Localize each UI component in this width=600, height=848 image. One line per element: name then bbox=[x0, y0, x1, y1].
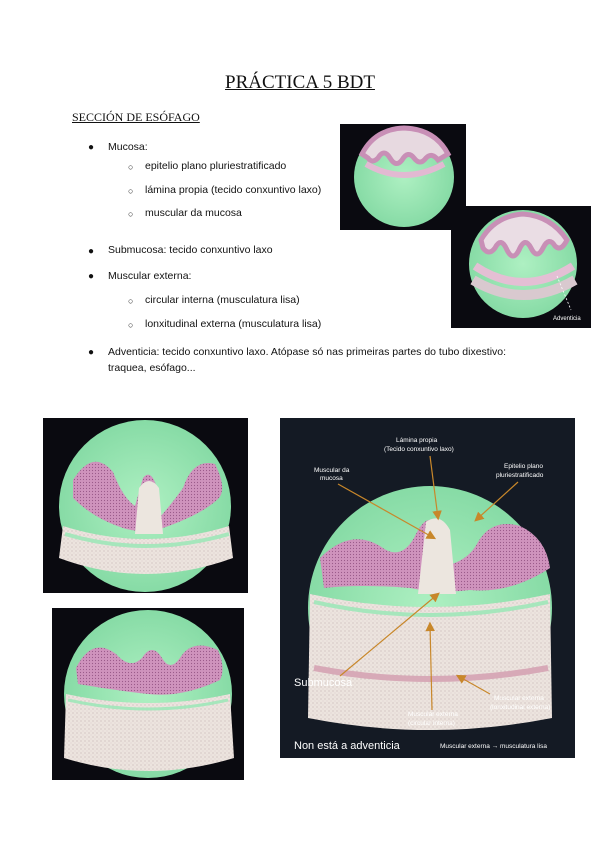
annotation-muscular-lonx-sub: (lonxitudinal externa) bbox=[490, 704, 551, 711]
list-subitem: epitelio plano pluriestratificado bbox=[145, 160, 287, 172]
bullet: ● bbox=[88, 142, 95, 153]
annotation-musculatura-lisa: Muscular externa → musculatura lisa bbox=[440, 743, 547, 750]
label-adventicia: Adventicia bbox=[553, 316, 581, 322]
section-title: SECCIÓN DE ESÓFAGO bbox=[72, 110, 200, 124]
micrograph-esophagus-2 bbox=[451, 206, 591, 328]
list-item-mucosa: Mucosa: bbox=[108, 141, 148, 153]
list-item-adventicia-line2: traquea, esófago... bbox=[108, 362, 196, 374]
annotation-lamina-propia-sub: (Tecido conxuntivo laxo) bbox=[384, 446, 454, 453]
annotation-muscular-mucosa: Muscular da bbox=[314, 467, 350, 474]
bullet: ● bbox=[88, 347, 95, 358]
sub-bullet: ○ bbox=[128, 162, 134, 172]
sub-bullet: ○ bbox=[128, 209, 134, 219]
list-item-muscular-externa: Muscular externa: bbox=[108, 270, 192, 282]
annotation-epitelio: Epitelio plano bbox=[504, 463, 544, 470]
bullet: ● bbox=[88, 271, 95, 282]
annotation-lamina-propia: Lámina propia bbox=[396, 437, 438, 444]
sub-bullet: ○ bbox=[128, 186, 134, 196]
list-item-adventicia-line1: Adventicia: tecido conxuntivo laxo. Atópase só nas primeiras partes do tubo dixestivo: bbox=[108, 346, 507, 358]
micrograph-esophagus-4 bbox=[52, 608, 244, 780]
annotation-submucosa: Submucosa bbox=[294, 677, 353, 689]
list-subitem: muscular da mucosa bbox=[145, 207, 242, 219]
annotation-muscular-mucosa-sub: mucosa bbox=[320, 475, 343, 482]
micrograph-esophagus-3 bbox=[43, 418, 248, 593]
page-title: PRÁCTICA 5 BDT bbox=[225, 72, 375, 93]
list-item-submucosa: Submucosa: tecido conxuntivo laxo bbox=[108, 244, 273, 256]
annotation-muscular-circ-sub: (circular interna) bbox=[408, 720, 455, 727]
sub-bullet: ○ bbox=[128, 296, 134, 306]
micrograph-esophagus-1 bbox=[340, 124, 466, 230]
micrograph-esophagus-annotated bbox=[280, 418, 575, 758]
annotation-muscular-lonx: Muscular externa bbox=[494, 695, 544, 702]
list-subitem: circular interna (musculatura lisa) bbox=[145, 294, 300, 306]
annotation-epitelio-sub: pluriestratificado bbox=[496, 472, 544, 479]
sub-bullet: ○ bbox=[128, 320, 134, 330]
bullet: ● bbox=[88, 246, 95, 257]
annotation-muscular-circ: Muscular externa bbox=[408, 711, 458, 718]
list-subitem: lámina propia (tecido conxuntivo laxo) bbox=[145, 184, 322, 196]
annotation-non-adventicia: Non está a adventicia bbox=[294, 740, 400, 752]
list-subitem: lonxitudinal externa (musculatura lisa) bbox=[145, 318, 322, 330]
